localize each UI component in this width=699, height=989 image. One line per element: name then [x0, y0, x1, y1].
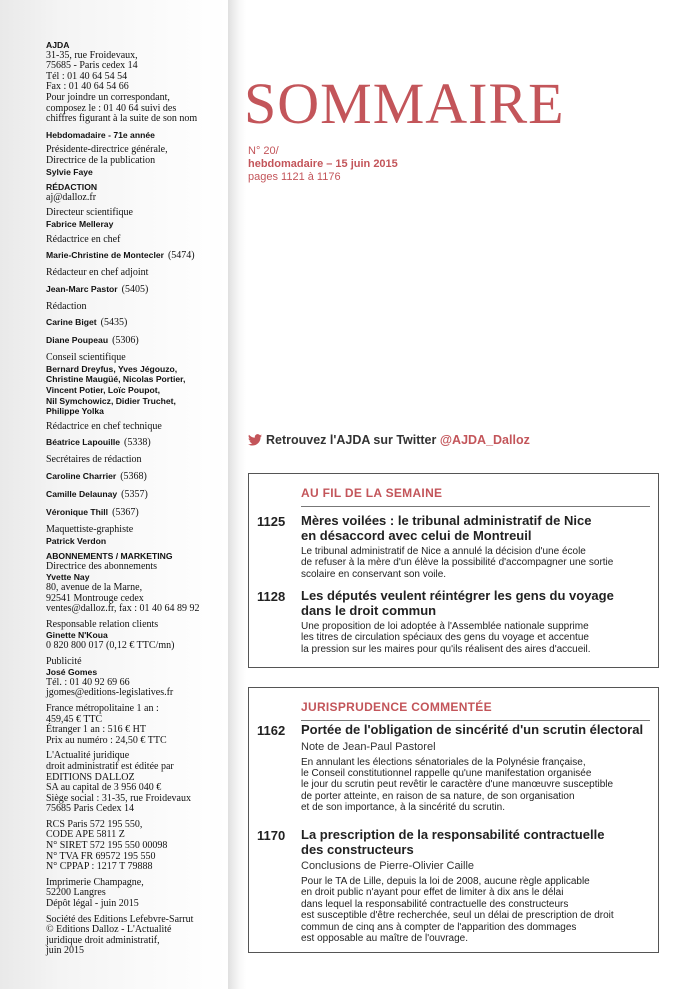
toc-description: Le tribunal administratif de Nice a annulé la décision d'une école de refuser à la mère d'un élève la possibilité d'accompagner une sortie scolaire en conservant son voile. [301, 546, 614, 580]
toc-page-number: 1125 [257, 514, 286, 529]
toc-title: Les députés veulent réintégrer les gens du voyage dans le droit commun [301, 588, 614, 618]
redaction-email: aj@dalloz.fr [46, 191, 97, 203]
masthead-brand: AJDA [46, 40, 70, 50]
page-title: SOMMAIRE [244, 71, 565, 136]
toc-description: Une proposition de loi adoptée à l'Assemblée nationale supprime les titres de circulation spéciaux des gens du voyage et accentue la pression sur les maires pour qu'ils réalisent des aires d'accueil. [301, 621, 591, 655]
twitter-handle[interactable]: @AJDA_Dalloz [439, 433, 530, 447]
toc-entry[interactable] [249, 723, 652, 814]
section-heading: JURISPRUDENCE COMMENTÉE [301, 700, 492, 714]
toc-entry[interactable] [249, 589, 652, 655]
toc-entry[interactable] [249, 828, 652, 944]
twitter-text: Retrouvez l'AJDA sur Twitter [266, 433, 437, 447]
toc-title: Mères voilées : le tribunal administratif de Nice en désaccord avec celui de Montreuil [301, 513, 592, 543]
issue-info [248, 145, 398, 184]
subscriptions-title: ABONNEMENTS / MARKETING [46, 551, 173, 562]
toc-title: La prescription de la responsabilité contractuelle des constructeurs [301, 827, 605, 857]
section-heading: AU FIL DE LA SEMAINE [301, 486, 443, 500]
issue-number: N° 20/ [248, 145, 279, 157]
frequency: Hebdomadaire - 71e année [46, 129, 155, 140]
director-name: Sylvie Faye [46, 166, 93, 177]
toc-title: Portée de l'obligation de sincérité d'un scrutin électoral [301, 722, 644, 737]
masthead-column: AJDA 31-35, rue Froidevaux, 75685 - Paris cedex 14 Tél : 01 40 64 54 54 Fax : 01 40 64 54 66 Pour joindre un correspondant, composez le : 01 40 64 suivi des chiffres figurant à la suite de son nom Hebdomadaire - 71e année Présidente-directrice générale, Directrice de la publication Sylvie Faye RÉDACTION aj@dalloz.fr Directeur scientifique Fabrice Melleray Rédactrice en chef Marie-Christine de Montecler (5474) Rédacteur en chef adjoint Jean-Marc Pastor (5405) Rédaction Carine Biget (5435) Diane Poupeau (5306) Conseil scientifique Bernard Dreyfus, Yves Jégouzo, Christine Maugüé, Nicolas Portier, Vincent Potier, Loïc Poupot, Nil Symchowicz, Didier Truchet, Philippe Yolka Rédactrice en chef technique Béatrice Lapouille (5338) Secrétaires de rédaction Caroline Charrier (5368) Camille Delaunay (5357) Véronique Thill (5367) Maquettiste-graphiste Patrick Verdon ABONNEMENTS / MARKETING Directrice des abonnements Yvette Nay 80, avenue de la Marne, 92541 Montrouge cedex ventes@dalloz.fr, fax : 01 40 64 89 92 Responsable relation clients Ginette N'Koua 0 820 800 017 (0,12 € TTC/mn) Publicité José Gomes Tél. : 01 40 92 69 66 jgomes@editions-legislatives.fr France métropolitaine 1 an : 459,45 € TTC Étranger 1 an : 516 € HT Prix au numéro : 24,50 € TTC L'Actualité juridique droit administratif est éditée par EDITIONS DALLOZ SA au capital de 3 956 040 € Siège social : 31-35, rue Froidevaux 75685 Paris Cedex 14 RCS Paris 572 195 550, CODE APE 5811 Z N° SIRET 572 195 550 00098 N° TVA FR 69572 195 550 N° CPPAP : 1217 T 79888 Imprimerie Champagne, 52200 Langres Dépôt légal - juin 2015 Société des Editions Lefebvre-Sarrut © Editions Dalloz - L'Actualité juridique droit administratif, juin 2015 [46, 40, 232, 962]
toc-page-number: 1162 [257, 723, 286, 738]
twitter-bird-icon [248, 434, 262, 446]
section-box-jurisprudence [248, 687, 659, 953]
toc-author: Note de Jean-Paul Pastorel [301, 740, 436, 753]
toc-page-number: 1170 [257, 828, 286, 843]
section-box-au-fil [248, 473, 659, 668]
toc-entry[interactable] [249, 514, 652, 580]
toc-description: Pour le TA de Lille, depuis la loi de 2008, aucune règle applicable en droit public n'ayant pour effet de limiter à dix ans le délai dans lequel la responsabilité contractuelle des constructeurs est susceptible d'être recherchée, seul un délai de prescription de droit commun de cinq ans à compter de l'apparition des dommages est opposable au maître de l'ouvrage. [301, 876, 614, 945]
twitter-promo [248, 433, 530, 447]
issue-date: hebdomadaire – 15 juin 2015 [248, 158, 398, 170]
toc-author: Conclusions de Pierre-Olivier Caille [301, 860, 475, 872]
section-divider [301, 720, 650, 721]
section-divider [301, 506, 650, 507]
toc-page-number: 1128 [257, 589, 286, 604]
issue-pages: pages 1121 à 1176 [248, 171, 341, 183]
redaction-title: RÉDACTION [46, 182, 98, 193]
toc-description: En annulant les élections sénatoriales de la Polynésie française, le Conseil constitutionnel rappelle qu'une manifestation organisée le jour du scrutin peut revêtir le caractère d'une manœuvre susceptible de porter atteinte, en raison de sa nature, de son organisation et de son importance, à la sincérité du scrutin. [301, 756, 614, 814]
